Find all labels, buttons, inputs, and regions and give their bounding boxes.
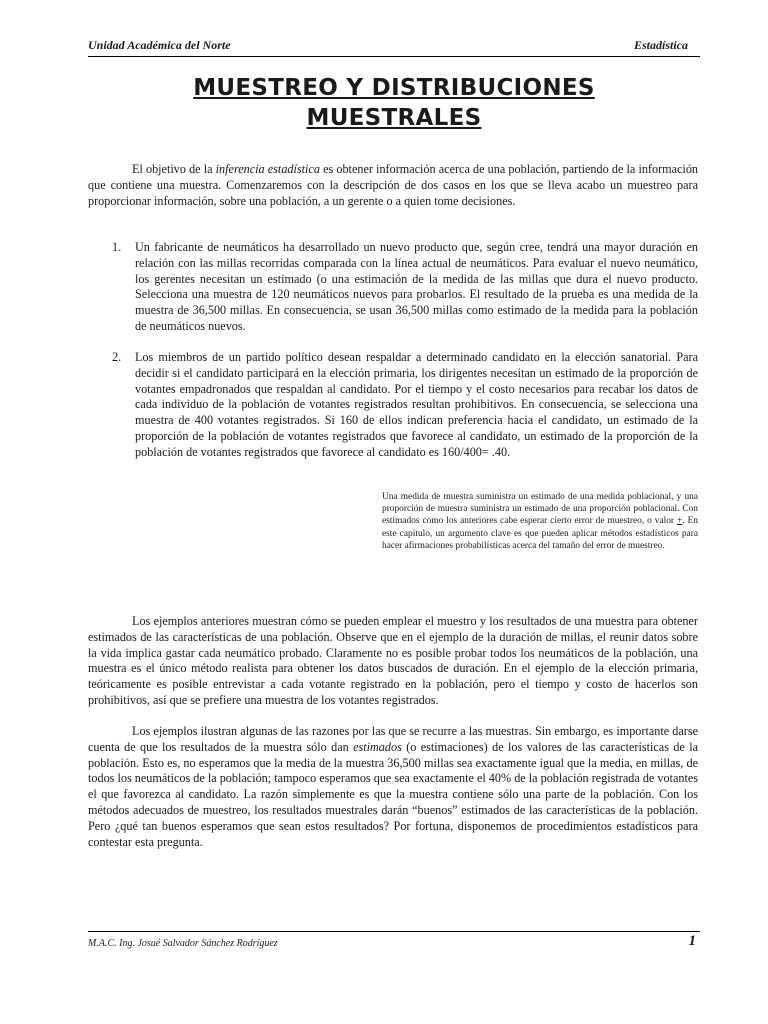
paragraph-3-text-end: (o estimaciones) de los valores de las características de la población. Esto es, no esperamos que la media de la muestra 36,500 millas sea exactamente igual que la media, en millas, de todos los neumáticos de la población; tampoco esperamos que sea exactamente el 40% de la población registrada de votantes el que favorezca al candidato. La razón simplemente es que la muestra contiene sólo una parte de la población. Con los métodos adecuados de muestreo, los resultados muestrales darán “buenos” estimados de las características de la población. Pero ¿qué tan buenos esperamos que sean estos resultados? Por fortuna, disponemos de procedimientos estadísticos para contestar esta pregunta.: [88, 739, 698, 849]
body-paragraph-2: Los ejemplos anteriores muestran cómo se pueden emplear el muestro y los resultados de una muestra para obtener estimados de las características de una población. Observe que en el ejemplo de la duración de millas, el reunir datos sobre la vida implica gastar cada neumático probado. Claramente no es posible probar todos los neumáticos de la población, una muestra es el único método realista para obtener los datos buscados de duración. En el ejemplo de la elección primaria, teóricamente es posible entrevistar a cada votante registrado en la población, pero el tiempo y costo de hacerlos son prohibitivos, así que se prefiere una muestra de los votantes registrados.: [88, 614, 698, 707]
side-note-text-end: . En este capítulo, un argumento clave es que pueden aplicar métodos estadísticos para hacer afirmaciones probabilísticas acerca del tamaño del error de muestreo.: [382, 516, 698, 551]
intro-emphasis: inferencia estadística: [215, 162, 320, 176]
paragraph-3-text-start: Los ejemplos ilustran algunas de las razones por las que se recurre a las muestras. Sin embargo, es importante darse cuenta de que los resultados de la muestra sólo dan: [88, 724, 698, 754]
intro-text-start: El objetivo de la: [132, 162, 216, 176]
side-note: [382, 491, 698, 552]
list-item-text: Los miembros de un partido político desean respaldar a determinado candidato en la elección sanatorial. Para decidir si el candidato participará en la elección primaria, los dirigentes necesitan un estimado de la proporción de votantes empadronados que respaldan al candidato. Por el tiempo y el costo necesarios para recabar los datos de cada individuo de la población de votantes registrados resultan prohibitivos. En consecuencia, se selecciona una muestra de 400 votantes registrados. Si 160 de ellos indican preferencia hacia el candidato, un estimado de la proporción de la población de votantes registrados que favorece al candidato, un estimado de la proporción de la población de votantes registrados que favorece al candidato es 160/400= .40.: [135, 350, 698, 459]
intro-text-end: es obtener información acerca de una población, partiendo de la información que contiene una muestra. Comenzaremos con la descripción de dos casos en los que se lleva acabo un muestreo para proporcionar información, sobre una población, a un gerente o a quien tome decisiones.: [88, 162, 699, 208]
list-item-tires: [112, 240, 698, 335]
institution-name: Unidad Académica del Norte: [88, 38, 231, 52]
paragraph-3-emphasis: estimados: [353, 739, 402, 754]
page-number: 1: [688, 933, 696, 949]
list-number: 1.: [112, 240, 122, 254]
list-item-text: Un fabricante de neumáticos ha desarrollado un nuevo producto que, según cree, tendrá una mayor duración en relación con las millas recorridas comparada con la línea actual de neumáticos. Para evaluar el nuevo neumático, los gerentes necesitan un estimado (o una estimación de la medida de las millas que dura el nuevo producto. Selecciona una muestra de 120 neumáticos nuevos para probarlos. El resultado de la prueba es una medida de la muestra de 36,500 millas. En consecuencia, se usan 36,500 millas como estimado de la medida para la población de neumáticos nuevos.: [135, 240, 698, 333]
page-header: [88, 38, 700, 57]
body-paragraph-3: [88, 724, 698, 850]
title-line-1: MUESTREO Y DISTRIBUCIONES: [193, 75, 595, 101]
list-number: 2.: [112, 350, 122, 364]
side-note-text-start: Una medida de muestra suministra un estimado de una medida poblacional, y una proporción de muestra suministra un estimado de una proporción poblacional. Con estimados como los anteriores cabe esperar cierto error de muestreo, o valor: [382, 492, 698, 527]
author-name: M.A.C. Ing. Josué Salvador Sánchez Rodríguez: [88, 938, 278, 949]
plus-minus-symbol: +: [676, 516, 683, 527]
page-footer: [88, 931, 700, 950]
title-line-2: MUESTRALES: [306, 105, 482, 131]
subject-name: Estadística: [633, 38, 688, 52]
intro-paragraph: [88, 162, 698, 209]
page-title: [88, 73, 700, 133]
list-item-election: [112, 350, 698, 461]
